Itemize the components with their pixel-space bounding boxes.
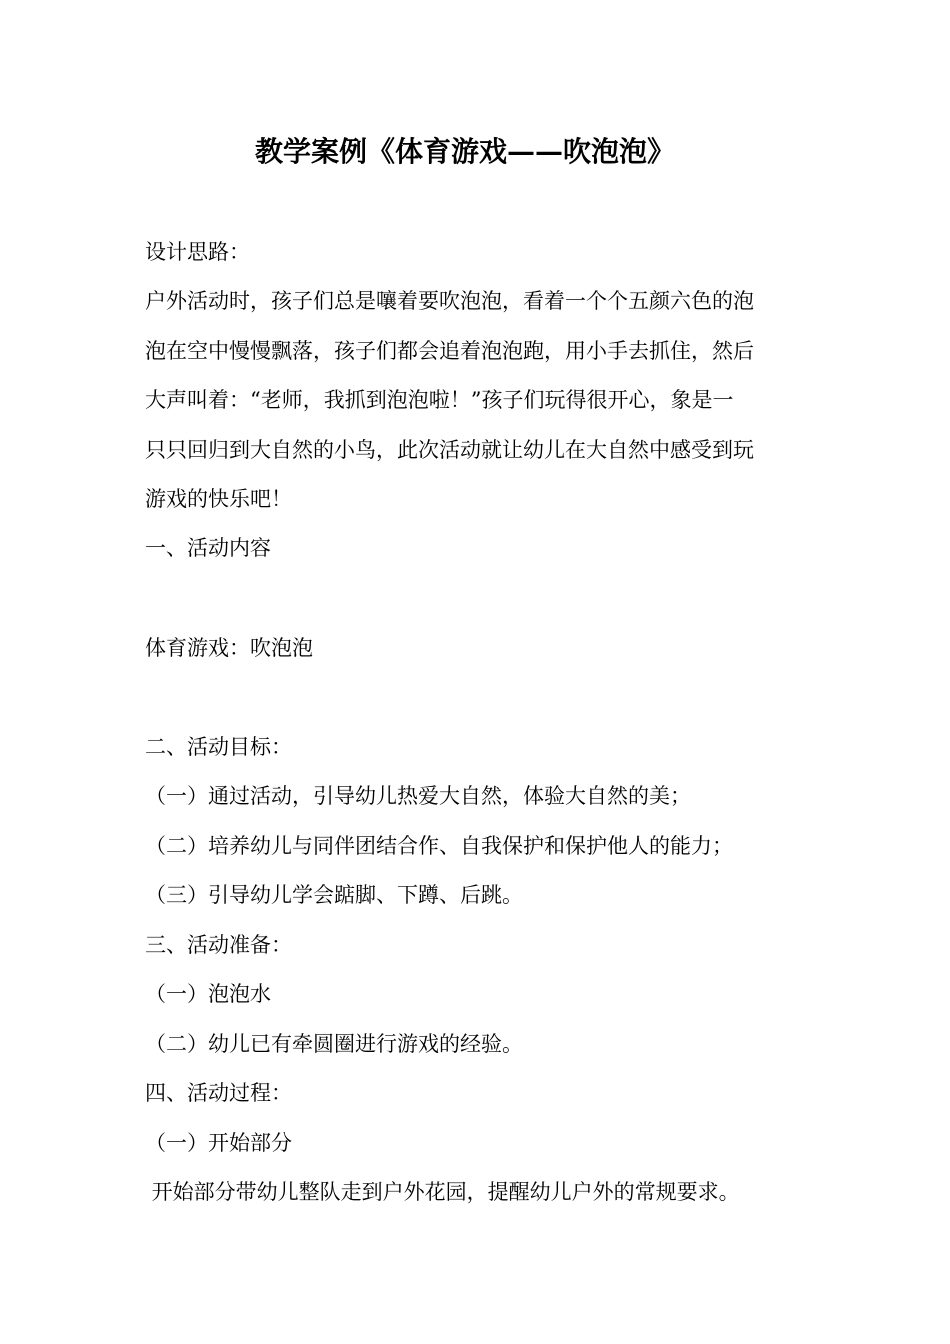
section-heading-content: 一、活动内容 bbox=[145, 536, 271, 560]
section-heading-goals: 二、活动目标： bbox=[145, 735, 292, 759]
section-heading-preparation: 三、活动准备： bbox=[145, 933, 292, 957]
paragraph-line: 游戏的快乐吧！ bbox=[145, 487, 292, 511]
process-text: 开始部分带幼儿整队走到户外花园，提醒幼儿户外的常规要求。 bbox=[145, 1180, 740, 1204]
design-paragraph bbox=[145, 277, 810, 525]
paragraph-line: 只只回归到大自然的小鸟，此次活动就让幼儿在大自然中感受到玩 bbox=[145, 437, 754, 462]
preparation-item: （一）泡泡水 bbox=[145, 982, 271, 1006]
activity-content: 体育游戏：吹泡泡 bbox=[145, 636, 313, 660]
goal-item: （二）培养幼儿与同伴团结合作、自我保护和保护他人的能力； bbox=[145, 834, 733, 858]
process-subheading: （一）开始部分 bbox=[145, 1131, 292, 1155]
goal-item: （一）通过活动，引导幼儿热爱大自然，体验大自然的美； bbox=[145, 784, 691, 808]
document-title: 教学案例《体育游戏——吹泡泡》 bbox=[254, 135, 675, 168]
goal-item: （三）引导幼儿学会踮脚、下蹲、后跳。 bbox=[145, 883, 523, 907]
paragraph-line: 户外活动时，孩子们总是嚷着要吹泡泡，看着一个个五颜六色的泡 bbox=[145, 289, 754, 313]
paragraph-line: 大声叫着：“老师，我抓到泡泡啦！”孩子们玩得很开心，象是一 bbox=[145, 388, 734, 412]
paragraph-line: 泡在空中慢慢飘落，孩子们都会追着泡泡跑，用小手去抓住，然后 bbox=[145, 338, 754, 363]
preparation-item: （二）幼儿已有牵圆圈进行游戏的经验。 bbox=[145, 1032, 523, 1056]
design-heading: 设计思路： bbox=[145, 240, 250, 264]
section-heading-process: 四、活动过程： bbox=[145, 1081, 292, 1105]
